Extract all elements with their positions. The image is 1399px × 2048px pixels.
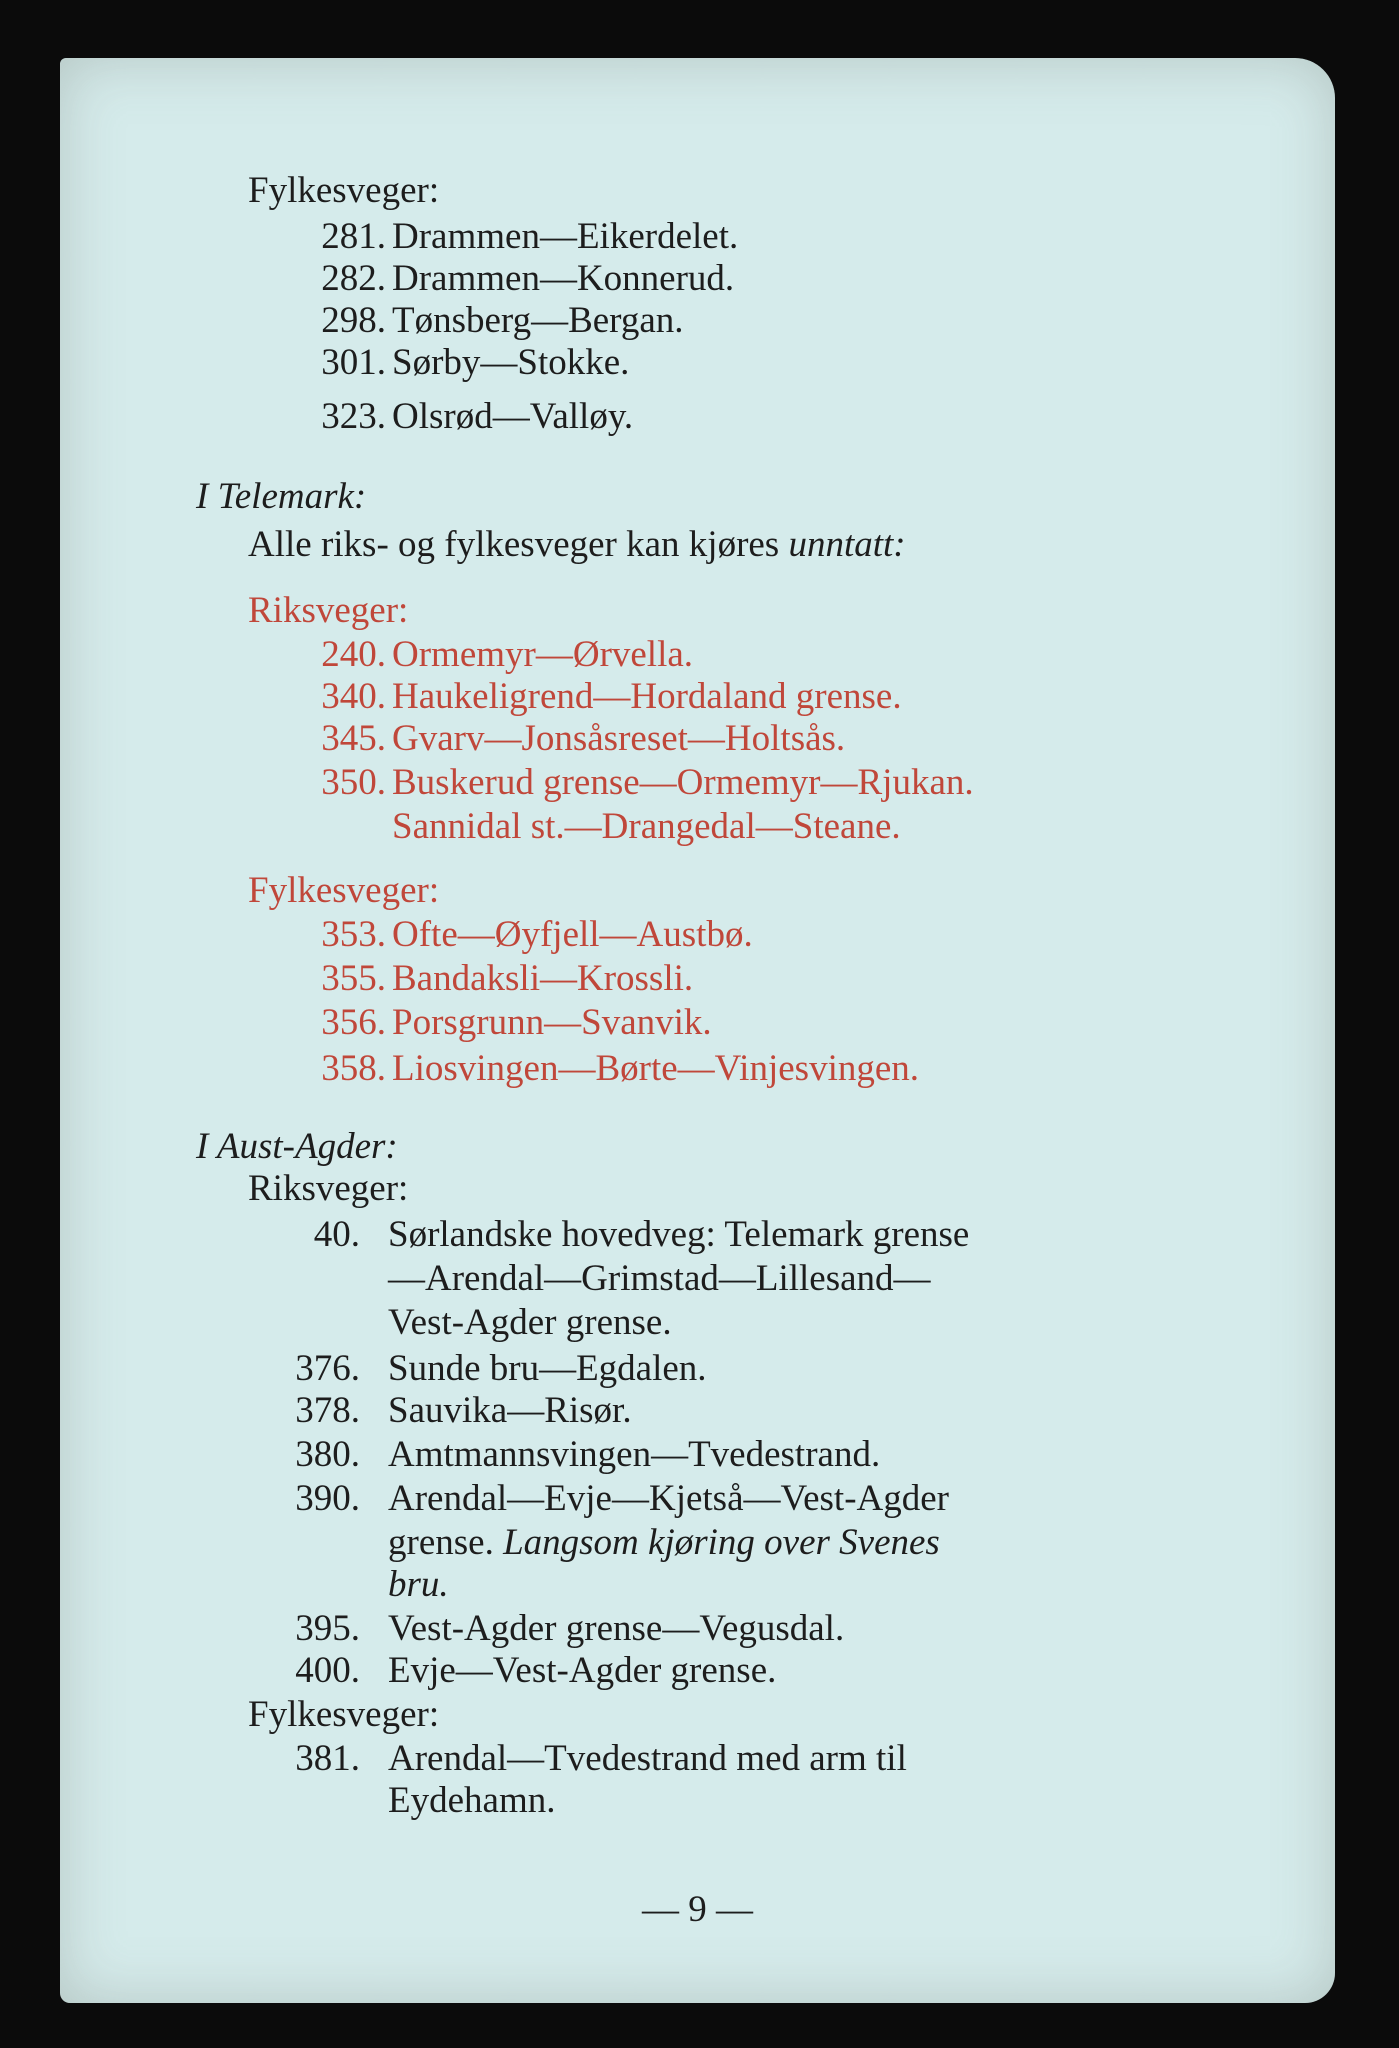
road-description [392,762,974,804]
road-text: Ofte—Øyfjell—Austbø. [392,914,753,955]
road-number: 240. [321,634,386,675]
road-description [392,718,845,760]
subheading-text: Fylkesveger: [248,170,440,211]
road-note-italic: Langsom kjøring over Svenes [503,1522,940,1563]
road-number: 353. [321,914,386,955]
road-text: Eydehamn. [388,1780,556,1821]
road-number: 380. [295,1434,360,1475]
road-description [392,1048,919,1090]
road-description [392,300,684,342]
road-description [392,676,902,718]
road-text: Sannidal st.—Drangedal—Steane. [392,806,901,847]
road-number: 350. [321,762,386,803]
road-number: 298. [321,300,386,341]
road-description [392,342,629,384]
road-description [392,806,901,848]
road-number: 376. [295,1348,360,1389]
note-italic: unntatt: [788,524,906,565]
road-number: 358. [321,1048,386,1089]
road-text: Bandaksli—Krossli. [392,958,694,999]
road-description [388,1522,940,1564]
road-description [388,1608,844,1650]
page-number: — 9 — [642,1889,753,1930]
road-description [392,1002,712,1044]
road-text: Vest-Agder grense. [388,1302,672,1343]
road-number: 323. [321,396,386,437]
note-line [248,524,906,566]
road-description [392,396,633,438]
road-description [388,1348,707,1390]
road-number: 40. [313,1214,360,1255]
road-description [392,634,693,676]
road-text: Drammen—Eikerdelet. [392,216,739,257]
road-text: Evje—Vest-Agder grense. [388,1650,777,1691]
road-text: Tønsberg—Bergan. [392,300,684,341]
road-number: 356. [321,1002,386,1043]
road-description [388,1780,555,1822]
road-text: Amtmannsvingen—Tvedestrand. [388,1434,881,1475]
road-text: Sauvika—Risør. [388,1390,632,1431]
road-text: Sørby—Stokke. [392,342,630,383]
road-description [388,1214,969,1256]
road-description [392,216,738,258]
road-text: Vest-Agder grense—Vegusdal. [388,1608,845,1649]
road-description [392,914,753,956]
road-description [388,1302,672,1344]
road-description [388,1564,449,1606]
road-description [388,1650,776,1692]
road-text: Sørlandske hovedveg: Telemark grense [388,1214,970,1255]
road-text: Ormemyr—Ørvella. [392,634,694,675]
road-number: 400. [295,1650,360,1691]
road-description [388,1390,632,1432]
road-description [388,1738,907,1780]
subheading-text: Fylkesveger: [248,1694,440,1735]
subheading-text: Riksveger: [248,1168,409,1209]
road-text: Porsgrunn—Svanvik. [392,1002,712,1043]
road-text: Gvarv—Jonsåsreset—Holtsås. [392,718,846,759]
road-note-italic: bru. [388,1564,449,1605]
road-description [388,1478,949,1520]
subheading-text: Riksveger: [248,590,409,631]
road-number: 378. [295,1390,360,1431]
region-heading [196,476,366,518]
road-number: 381. [295,1738,360,1779]
road-description [388,1258,931,1300]
road-number: 390. [295,1478,360,1519]
section-subheading [248,1168,408,1210]
road-text: Drammen—Konnerud. [392,258,735,299]
road-number: 301. [321,342,386,383]
road-number: 282. [321,258,386,299]
region-heading-text: I Aust-Agder: [196,1126,398,1167]
road-number: 345. [321,718,386,759]
section-subheading [248,590,408,632]
road-text: —Arendal—Grimstad—Lillesand— [388,1258,931,1299]
road-text: Olsrød—Valløy. [392,396,634,437]
road-number: 395. [295,1608,360,1649]
road-number: 340. [321,676,386,717]
subheading-text: Fylkesveger: [248,870,440,911]
section-subheading [248,170,439,212]
region-heading-text: I Telemark: [196,476,367,517]
road-number: 281. [321,216,386,257]
section-subheading [248,1694,439,1736]
road-text: grense. [388,1522,504,1563]
road-text: Liosvingen—Børte—Vinjesvingen. [392,1048,920,1089]
document-page [60,58,1335,2003]
region-heading [196,1126,398,1168]
road-text: Arendal—Evje—Kjetså—Vest-Agder [388,1478,949,1519]
road-description [392,258,734,300]
road-text: Arendal—Tvedestrand med arm til [388,1738,907,1779]
road-description [388,1434,880,1476]
road-text: Haukeligrend—Hordaland grense. [392,676,902,717]
road-number: 355. [321,958,386,999]
section-subheading [248,870,439,912]
road-text: Buskerud grense—Ormemyr—Rjukan. [392,762,974,803]
road-description [392,958,693,1000]
note-text: Alle riks- og fylkesveger kan kjøres [248,524,789,565]
road-text: Sunde bru—Egdalen. [388,1348,707,1389]
